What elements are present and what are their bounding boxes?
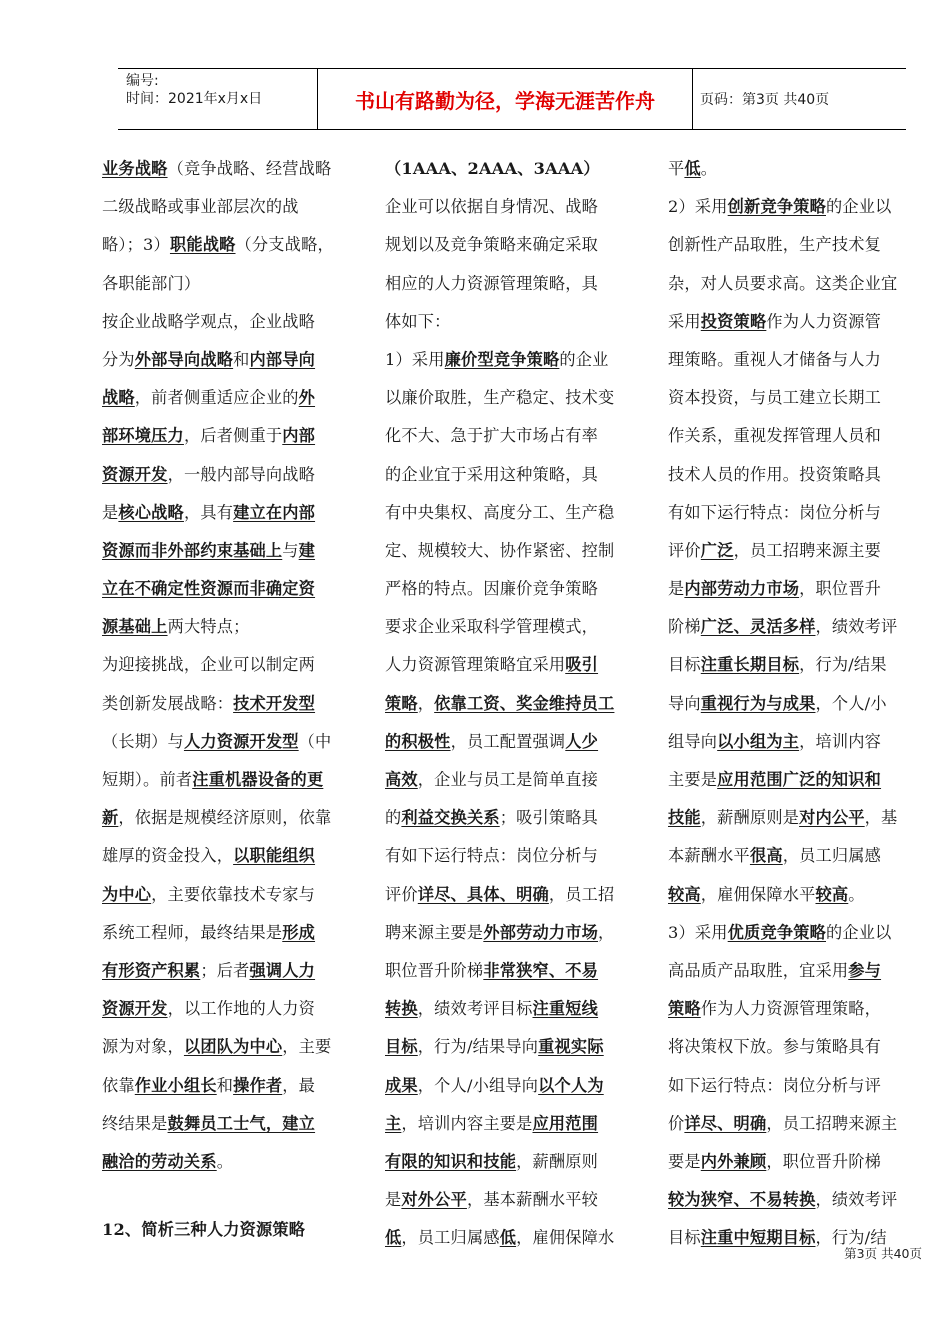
text-line	[385, 417, 647, 455]
text-run: 评价	[668, 540, 701, 560]
text-line	[668, 379, 930, 417]
text-run: 目标	[668, 1228, 701, 1248]
text-run: 。	[700, 159, 718, 178]
key-term: 人力资源开发型	[183, 731, 299, 751]
key-term: 重视行为与成果	[700, 693, 816, 713]
header-page-info: 页码：第3页 共40页	[700, 92, 830, 108]
text-line	[385, 608, 647, 646]
text-run: ，个人/小组导向	[417, 1075, 539, 1095]
text-run: 要是	[668, 1151, 701, 1171]
text-run: 和	[216, 1075, 234, 1095]
text-run: 导向	[668, 693, 701, 713]
text-run: （长期）与	[102, 731, 184, 751]
text-line	[102, 1028, 362, 1066]
section-heading: （1AAA、2AAA、3AAA）	[385, 159, 600, 178]
text-run: 的企业以	[826, 922, 892, 942]
text-run: ，以工作地的人力资	[167, 999, 316, 1019]
text-run: ，	[417, 693, 435, 713]
text-run: ；吸引策略具	[499, 808, 599, 828]
text-line	[385, 1181, 647, 1219]
text-run: 化不大、急于扩大市场占有率	[385, 426, 599, 446]
text-run: 技术人员的作用。投资策略具	[668, 464, 882, 484]
text-run: 的企业	[559, 349, 609, 369]
key-term: 内部	[282, 426, 316, 446]
text-line	[668, 990, 930, 1028]
text-run: ，员工招聘来源主	[766, 1113, 898, 1133]
text-line	[385, 799, 647, 837]
text-line	[102, 914, 362, 952]
key-term: 详尽、具体、明确	[417, 884, 549, 904]
text-line	[668, 570, 930, 608]
text-run: 类创新发展战略：	[102, 693, 234, 713]
text-line	[102, 837, 362, 875]
key-term: 鼓舞员工士气，建立	[167, 1113, 316, 1133]
key-term: 以小组为主	[717, 731, 800, 751]
key-term: 注重短线	[532, 999, 599, 1019]
key-term: 吸引	[565, 655, 599, 675]
text-run: ，员工归属感	[401, 1228, 500, 1248]
text-line	[385, 341, 647, 379]
text-line	[385, 532, 647, 570]
text-line	[102, 456, 362, 494]
text-run: 职位晋升阶梯	[385, 960, 484, 980]
text-run: 1）采用	[385, 349, 445, 369]
text-run: 将决策权下放。参与策略具有	[668, 1037, 882, 1057]
text-run: 要求企业采取科学管理模式，	[385, 617, 599, 637]
text-run: 为迎接挑战，企业可以制定两	[102, 655, 316, 675]
text-line	[385, 1219, 647, 1257]
text-run: ，绩效考评	[815, 1190, 898, 1210]
text-line	[385, 570, 647, 608]
text-run: ，行为/结果	[799, 655, 887, 675]
text-run: ，员工配置强调	[450, 731, 566, 751]
text-run: ，前者侧重适应企业的	[134, 388, 299, 408]
key-term: 职能战略	[169, 235, 236, 255]
text-line	[668, 532, 930, 570]
text-run: 两大特点；	[167, 617, 250, 637]
text-line	[102, 952, 362, 990]
key-term: 对外公平	[401, 1190, 467, 1210]
text-run: 分为	[102, 349, 135, 369]
text-run: ，职位晋升	[799, 579, 882, 599]
key-term: 资源开发	[102, 999, 168, 1019]
text-line	[385, 876, 647, 914]
text-column-2	[385, 150, 647, 1257]
key-term: 建	[298, 540, 316, 560]
text-run: 源为对象，	[102, 1037, 184, 1057]
text-run: ，培训内容主要是	[401, 1113, 533, 1133]
text-line	[102, 188, 362, 226]
text-run: ；后者	[200, 960, 250, 980]
text-line	[385, 1067, 647, 1105]
key-term: 注重机器设备的更	[192, 770, 324, 789]
key-term: 策略	[385, 693, 418, 713]
text-run: 是	[385, 1190, 402, 1210]
text-line	[385, 837, 647, 875]
text-line	[385, 1105, 647, 1143]
key-term: 部环境压力	[102, 426, 184, 446]
text-run: 有如下运行特点：岗位分析与	[668, 502, 882, 522]
key-term: 重视实际	[538, 1037, 604, 1057]
key-term: 广泛、灵活多样	[700, 617, 816, 637]
text-run: ，员工招	[548, 884, 615, 904]
text-run: 定、规模较大、协作紧密、控制	[385, 540, 615, 560]
text-run: （分支战略，	[235, 235, 334, 255]
key-term: 廉价型竞争策略	[444, 349, 560, 369]
text-line	[102, 646, 362, 684]
text-run: ，企业与员工是简单直接	[417, 770, 599, 789]
key-term: 以团队为中心	[183, 1037, 283, 1057]
text-run: 的企业宜于采用这种策略，具	[385, 464, 599, 484]
text-line	[668, 723, 930, 761]
key-term: 转换	[385, 999, 418, 1019]
text-run: 的企业以	[826, 197, 892, 217]
key-term: 新	[102, 808, 119, 828]
page-footer: 第3页 共40页	[844, 1246, 922, 1261]
text-run: 阶梯	[668, 617, 701, 637]
text-line	[668, 914, 930, 952]
text-run: 雄厚的资金投入，	[102, 846, 234, 866]
text-line	[668, 685, 930, 723]
page-header	[118, 68, 906, 130]
text-line	[102, 723, 362, 761]
text-line	[102, 226, 362, 264]
key-term: 以个人为	[538, 1075, 604, 1095]
text-run: 与	[282, 540, 299, 560]
text-line	[668, 761, 930, 799]
key-term: 外	[298, 388, 316, 408]
key-term: 注重长期目标	[700, 655, 800, 675]
key-term: 很高	[749, 846, 783, 866]
text-run: 杂，对人员要求高。这类企业宜	[668, 273, 898, 293]
key-term: 的积极性	[385, 731, 451, 751]
text-run: 聘来源主要是	[385, 922, 484, 942]
text-run: ，员工招聘来源主要	[733, 540, 882, 560]
text-run: 如下运行特点：岗位分析与评	[668, 1075, 882, 1095]
text-run: 。	[216, 1151, 234, 1171]
text-line	[102, 1105, 362, 1143]
text-run: ，行为/结果导向	[417, 1037, 539, 1057]
key-term: 参与	[848, 960, 882, 980]
text-run: ，绩效考评	[815, 617, 898, 637]
text-run: 作关系，重视发挥管理人员和	[668, 426, 882, 446]
key-term: 较高	[815, 884, 849, 904]
key-term: 低	[684, 159, 701, 178]
text-run: （竞争战略、经营战略	[167, 159, 332, 178]
text-run: 依靠	[102, 1075, 135, 1095]
key-term: 核心战略	[118, 502, 184, 522]
key-term: 利益交换关系	[401, 808, 500, 828]
text-line	[668, 646, 930, 684]
text-line	[385, 723, 647, 761]
text-line	[668, 150, 930, 188]
text-run: （中	[298, 731, 332, 751]
text-run: ，依据是规模经济原则，依靠	[118, 808, 332, 828]
text-run: 主要是	[668, 770, 718, 789]
text-run: 以廉价取胜，生产稳定、技术变	[385, 388, 615, 408]
text-line	[102, 799, 362, 837]
key-term: 低	[499, 1228, 517, 1248]
text-run: ，薪酬原则	[516, 1151, 599, 1171]
key-term: 对内公平	[799, 808, 865, 828]
text-run: 高品质产品取胜，宜采用	[668, 960, 849, 980]
text-line	[668, 1028, 930, 1066]
text-line	[668, 876, 930, 914]
text-line	[102, 990, 362, 1028]
text-line	[102, 570, 362, 608]
text-line	[668, 265, 930, 303]
key-term: 较为狭窄、不易转换	[668, 1190, 816, 1210]
text-run: 终结果是	[102, 1113, 168, 1133]
text-line	[668, 188, 930, 226]
key-term: 内部导向	[249, 349, 316, 369]
text-line	[385, 226, 647, 264]
key-term: 成果	[385, 1075, 418, 1095]
key-term: 高效	[385, 770, 418, 789]
text-run: ，主要依靠技术专家与	[151, 884, 316, 904]
text-run: 严格的特点。因廉价竞争策略	[385, 579, 599, 599]
text-line	[668, 1105, 930, 1143]
text-line	[102, 761, 362, 799]
text-run: 。	[848, 884, 865, 904]
text-run: 是	[668, 579, 685, 599]
key-term: 较高	[668, 884, 701, 904]
text-run: ，后者侧重于	[183, 426, 283, 446]
text-line	[668, 799, 930, 837]
text-run: ，雇佣保障水	[516, 1228, 615, 1248]
text-line	[385, 914, 647, 952]
key-term: 形成	[282, 922, 316, 942]
text-line	[668, 417, 930, 455]
key-term: 以职能组织	[233, 846, 316, 866]
text-line	[385, 379, 647, 417]
text-line	[668, 226, 930, 264]
text-run: ，培训内容	[799, 731, 882, 751]
section-heading: 12、简析三种人力资源策略	[102, 1220, 306, 1240]
text-run: ，	[598, 922, 615, 942]
text-run: 作为人力资源管理策略，	[700, 999, 882, 1019]
text-line	[385, 646, 647, 684]
key-term: 内外兼顾	[700, 1151, 767, 1171]
key-term: 广泛	[700, 540, 734, 560]
text-line	[102, 532, 362, 570]
text-line	[668, 952, 930, 990]
text-run: 平	[668, 159, 685, 178]
text-run: 评价	[385, 884, 418, 904]
text-line	[102, 379, 362, 417]
key-term: 注重中短期目标	[700, 1228, 816, 1248]
key-term: 强调人力	[249, 960, 316, 980]
key-term: 目标	[385, 1037, 418, 1057]
text-run: ，具有	[183, 502, 234, 522]
text-run: 和	[233, 349, 250, 369]
text-line	[385, 494, 647, 532]
text-line	[102, 150, 362, 188]
text-line	[385, 150, 647, 188]
text-line	[385, 188, 647, 226]
text-line	[385, 990, 647, 1028]
text-run: 人力资源管理策略宜采用	[385, 655, 566, 675]
text-run: 的	[385, 808, 402, 828]
text-run: 采用	[668, 311, 701, 331]
text-line	[102, 341, 362, 379]
key-term: 外部劳动力市场	[483, 922, 599, 942]
key-term: 非常狭窄、不易	[483, 960, 599, 980]
text-run: ，主要	[282, 1037, 332, 1057]
key-term: 外部导向战略	[134, 349, 234, 369]
text-run: 组导向	[668, 731, 718, 751]
key-term: 为中心	[102, 884, 152, 904]
key-term: 优质竞争策略	[727, 922, 826, 942]
key-term: 战略	[102, 388, 135, 408]
text-line	[385, 761, 647, 799]
text-run: 有如下运行特点：岗位分析与	[385, 846, 599, 866]
text-run: ，个人/小	[815, 693, 887, 713]
text-run: 系统工程师，最终结果是	[102, 922, 283, 942]
text-run: 2）采用	[668, 197, 728, 217]
text-line	[385, 456, 647, 494]
text-line	[385, 303, 647, 341]
key-term: 投资策略	[700, 311, 767, 331]
text-run: 二级战略或事业部层次的战	[102, 197, 299, 217]
text-run: 目标	[668, 655, 701, 675]
text-line	[385, 265, 647, 303]
key-term: 资源开发	[102, 464, 168, 484]
text-run: ，职位晋升阶梯	[766, 1151, 882, 1171]
text-column-1	[102, 150, 362, 1249]
text-column-3	[668, 150, 930, 1257]
text-run: ，雇佣保障水平	[700, 884, 816, 904]
key-term: 操作者	[233, 1075, 283, 1095]
text-line	[668, 494, 930, 532]
text-run: 相应的人力资源管理策略，具	[385, 273, 599, 293]
text-run: ，基	[864, 808, 898, 828]
text-run: 作为人力资源管	[766, 311, 882, 331]
text-run: 略）；3）	[102, 235, 170, 255]
text-run: 各职能部门）	[102, 273, 201, 293]
paragraph-gap	[102, 1181, 362, 1211]
key-term: 技术开发型	[233, 693, 316, 713]
text-line	[668, 608, 930, 646]
text-run: 规划以及竞争策略来确定采取	[385, 235, 599, 255]
text-line	[102, 1211, 362, 1249]
text-line	[102, 417, 362, 455]
key-term: 低	[385, 1228, 402, 1248]
text-line	[385, 685, 647, 723]
key-term: 融洽的劳动关系	[102, 1151, 217, 1171]
text-line	[668, 456, 930, 494]
text-run: ，绩效考评目标	[417, 999, 533, 1019]
text-line	[385, 1143, 647, 1181]
text-line	[385, 1028, 647, 1066]
key-term: 内部劳动力市场	[684, 579, 800, 599]
text-line	[668, 837, 930, 875]
text-run: 短期）。前者	[102, 770, 193, 789]
key-term: 创新竞争策略	[727, 197, 826, 217]
key-term: 有形资产积累	[102, 960, 201, 980]
text-run: ，基本薪酬水平较	[466, 1190, 599, 1210]
text-run: 3）采用	[668, 922, 728, 942]
key-term: 技能	[668, 808, 701, 828]
key-term: 作业小组长	[134, 1075, 217, 1095]
text-line	[102, 1067, 362, 1105]
text-run: ，薪酬原则是	[700, 808, 800, 828]
text-line	[102, 608, 362, 646]
text-line	[102, 494, 362, 532]
text-run: ，行为/结	[815, 1228, 887, 1248]
key-term: 源基础上	[102, 617, 168, 637]
text-run: 按企业战略学观点，企业战略	[102, 311, 316, 331]
text-line	[102, 1143, 362, 1181]
key-term: 资源而非外部约束基础上	[102, 540, 283, 560]
key-term: 策略	[668, 999, 701, 1019]
key-term: 业务战略	[102, 159, 168, 178]
text-line	[385, 952, 647, 990]
header-code-label: 编号:	[126, 73, 159, 89]
text-run: 企业可以依据自身情况、战略	[385, 197, 599, 217]
header-meta	[118, 69, 318, 129]
key-term: 详尽、明确	[684, 1113, 767, 1133]
key-term: 应用范围广泛的知识和	[717, 770, 882, 789]
text-run: 理策略。重视人才储备与人力	[668, 349, 882, 369]
text-line	[102, 685, 362, 723]
text-line	[102, 876, 362, 914]
key-term: 立在不确定性资源而非确定资	[102, 579, 316, 599]
header-time: 时间：2021年x月x日	[126, 91, 263, 107]
text-run: ，最	[282, 1075, 316, 1095]
text-run: 资本投资，与员工建立长期工	[668, 388, 882, 408]
text-run: 是	[102, 502, 119, 522]
text-run: 创新性产品取胜，生产技术复	[668, 235, 882, 255]
key-term: 有限的知识和技能	[385, 1151, 517, 1171]
text-run: ，一般内部导向战略	[167, 464, 316, 484]
text-line	[668, 1067, 930, 1105]
key-term: 主	[385, 1113, 402, 1133]
text-line	[668, 303, 930, 341]
text-line	[668, 1181, 930, 1219]
text-run: 价	[668, 1113, 685, 1133]
text-line	[102, 265, 362, 303]
key-term: 人少	[565, 731, 599, 751]
text-line	[668, 341, 930, 379]
header-motto: 书山有路勤为径，学海无涯苦作舟	[318, 69, 693, 129]
text-run: ，员工归属感	[782, 846, 882, 866]
text-run: 有中央集权、高度分工、生产稳	[385, 502, 615, 522]
text-line	[102, 303, 362, 341]
key-term: 建立在内部	[233, 502, 316, 522]
key-term: 应用范围	[532, 1113, 599, 1133]
key-term: 依靠工资、奖金维持员工	[434, 693, 615, 713]
text-run: 体如下：	[385, 311, 451, 331]
text-run: 本薪酬水平	[668, 846, 750, 866]
text-line	[668, 1143, 930, 1181]
